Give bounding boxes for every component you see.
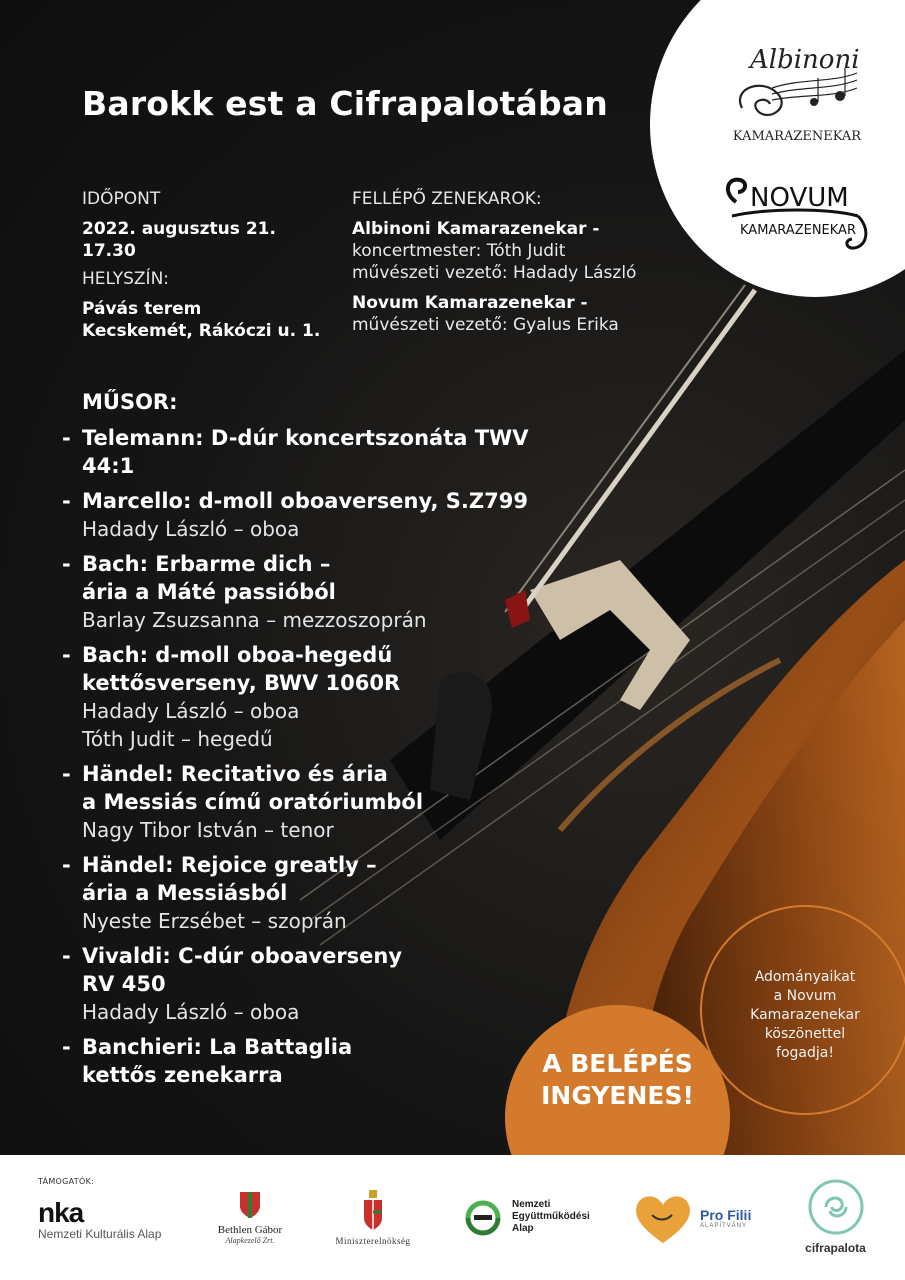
bethlen-logo <box>205 1190 295 1265</box>
event-title: Barokk est a Cifrapalotában <box>82 84 608 123</box>
nka-logo <box>38 1197 188 1257</box>
program-item: - Banchieri: La Battaglia kettős zenekarra <box>62 1033 532 1089</box>
bethlen-sub: Alapkezelő Zrt. <box>225 1236 275 1245</box>
profilii-name: Pro Filii <box>700 1207 752 1223</box>
novum-sub: KAMARAZENEKAR <box>740 223 856 238</box>
ensemble2-director: művészeti vezető: Gyalus Erika <box>352 315 619 335</box>
ensemble2-name: Novum Kamarazenekar - <box>352 293 588 313</box>
program-heading: MŰSOR: <box>82 390 178 414</box>
program-work: ária a Máté passióból <box>82 580 336 604</box>
ensemble1-concertmaster: koncertmester: Tóth Judit <box>352 241 566 261</box>
sponsors-label: TÁMOGATÓK: <box>38 1177 95 1186</box>
program-work: ária a Messiásból <box>82 881 288 905</box>
program-item: - Bach: Erbarme dich – ária a Máté passióból Barlay Zsuzsanna – mezzoszoprán <box>62 550 532 634</box>
donation-line: köszönettel <box>764 1026 846 1042</box>
donation-line: Adományaikat <box>754 969 856 985</box>
ensemble1-name: Albinoni Kamarazenekar - <box>352 219 600 239</box>
program-performer: Tóth Judit – hegedű <box>82 727 273 751</box>
program-item: - Händel: Rejoice greatly – ária a Messiásból Nyeste Erzsébet – szoprán <box>62 851 532 935</box>
nea-line: Nemzeti <box>512 1199 551 1210</box>
albinoni-script: Albinoni <box>750 45 860 75</box>
cifrapalota-icon <box>808 1179 864 1235</box>
nea-logo <box>462 1197 612 1247</box>
time-label: IDŐPONT <box>82 189 161 209</box>
program-list <box>62 390 532 1096</box>
place-line2: Kecskemét, Rákóczi u. 1. <box>82 321 321 341</box>
donation-text <box>735 968 875 1063</box>
albinoni-sub: KAMARAZENEKAR <box>732 129 862 144</box>
program-item: - Vivaldi: C-dúr oboaverseny RV 450 Hadady László – oboa <box>62 942 532 1026</box>
program-work: kettősverseny, BWV 1060R <box>82 671 401 695</box>
place-line1: Pávás terem <box>82 299 202 319</box>
program-work: Marcello: d-moll oboaverseny, S.Z799 <box>82 489 528 513</box>
program-work: Händel: Recitativo és ária <box>82 762 388 786</box>
sponsors-footer <box>0 1155 905 1280</box>
program-performer: Hadady László – oboa <box>82 517 300 541</box>
program-item: - Telemann: D-dúr koncertszonáta TWV 44:1 <box>62 424 532 480</box>
cifrapalota-name: cifrapalota <box>805 1241 866 1255</box>
donation-line: fogadja! <box>776 1045 834 1061</box>
program-work: a Messiás című oratóriumból <box>82 790 424 814</box>
place-label: HELYSZÍN: <box>82 269 170 289</box>
event-info-left <box>82 188 332 342</box>
program-work: Bach: Erbarme dich – <box>82 552 331 576</box>
program-work: Banchieri: La Battaglia <box>82 1035 353 1059</box>
program-performer: Nyeste Erzsébet – szoprán <box>82 909 347 933</box>
novum-name: NOVUM <box>750 183 849 213</box>
coat-of-arms-icon <box>362 1190 384 1232</box>
nka-mark: nka <box>38 1197 84 1228</box>
donation-line: Kamarazenekar <box>750 1007 860 1023</box>
free-entry-line: A BELÉPÉS <box>542 1049 693 1078</box>
novum-logo <box>718 172 873 254</box>
program-item: - Bach: d-moll oboa-hegedű kettősverseny, BWV 1060R Hadady László – oboa Tóth Judit – hegedű <box>62 641 532 753</box>
program-work: Bach: d-moll oboa-hegedű <box>82 643 393 667</box>
bethlen-name: Bethlen Gábor <box>217 1224 283 1236</box>
nea-line: Alap <box>512 1223 534 1234</box>
program-performer: Barlay Zsuzsanna – mezzoszoprán <box>82 608 427 632</box>
time-value: 2022. augusztus 21. 17.30 <box>82 219 276 261</box>
program-work: Händel: Rejoice greatly – <box>82 853 377 877</box>
pm-name: Miniszterelnökség <box>335 1236 411 1246</box>
donation-line: a Novum <box>773 988 837 1004</box>
free-entry-text <box>505 1048 730 1112</box>
ensemble1-director: művészeti vezető: Hadady László <box>352 263 637 283</box>
program-work: kettős zenekarra <box>82 1063 283 1087</box>
program-item: - Händel: Recitativo és ária a Messiás című oratóriumból Nagy Tibor István – tenor <box>62 760 532 844</box>
program-performer: Nagy Tibor István – tenor <box>82 818 334 842</box>
program-item: - Marcello: d-moll oboaverseny, S.Z799 Hadady László – oboa <box>62 487 532 543</box>
cifrapalota-logo <box>798 1179 873 1259</box>
program-work: Vivaldi: C-dúr oboaverseny <box>82 944 403 968</box>
program-work: Telemann: D-dúr koncertszonáta TWV 44:1 <box>82 426 529 478</box>
program-work: RV 450 <box>82 972 166 996</box>
profilii-sub: ALAPÍTVÁNY <box>700 1223 748 1229</box>
shield-icon <box>238 1190 262 1220</box>
nea-ring-icon <box>462 1197 504 1239</box>
ensembles-label: FELLÉPŐ ZENEKAROK: <box>352 189 542 209</box>
albinoni-logo <box>722 38 872 148</box>
free-entry-line: INGYENES! <box>541 1081 694 1110</box>
event-info-right <box>352 188 662 336</box>
program-performer: Hadady László – oboa <box>82 699 300 723</box>
nea-line: Együttműködési <box>512 1211 590 1222</box>
miniszterelnokseg-logo <box>318 1190 428 1265</box>
heart-icon <box>632 1193 694 1245</box>
program-performer: Hadady László – oboa <box>82 1000 300 1024</box>
profilii-logo <box>632 1193 772 1253</box>
nka-name: Nemzeti Kulturális Alap <box>38 1227 162 1241</box>
